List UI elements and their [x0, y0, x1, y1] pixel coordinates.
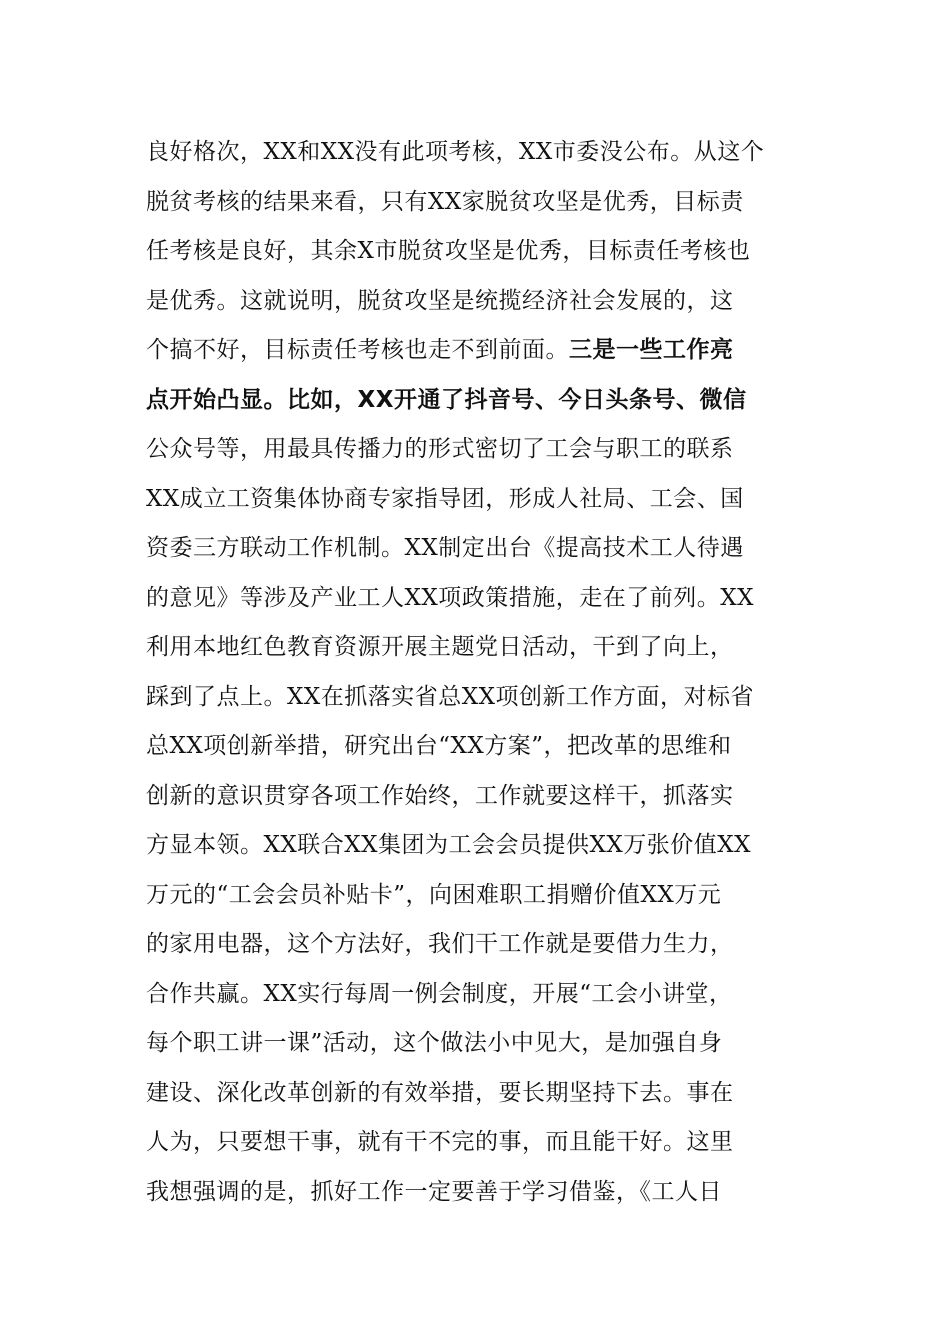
text-line-7: 公众号等，用最具传播力的形式密切了工会与职工的联系 [146, 436, 734, 462]
text-line-5-bold: 三是一些工作亮 [569, 337, 734, 363]
text-line-21: 人为，只要想干事，就有干不完的事，而且能干好。这里 [146, 1129, 734, 1155]
text-line-3: 任考核是良好，其余X市脱贫攻坚是优秀，目标责任考核也 [146, 238, 751, 264]
text-line-20: 建设、深化改革创新的有效举措，要长期坚持下去。事在 [146, 1079, 734, 1106]
text-line-1: 良好格次，XX和XX没有此项考核，XX市委没公布。从这个 [146, 139, 765, 165]
text-line-17: 的家用电器，这个方法好，我们干工作就是要借力生力， [146, 931, 734, 957]
text-line-5-plain: 个搞不好，目标责任考核也走不到前面。 [146, 337, 569, 363]
text-line-9: 资委三方联动工作机制。XX制定出台《提高技术工人待遇 [146, 535, 744, 561]
text-line-12: 踩到了点上。XX在抓落实省总XX项创新工作方面，对标省 [146, 683, 754, 710]
text-line-10: 的意见》等涉及产业工人XX项政策措施，走在了前列。XX [146, 584, 754, 611]
text-line-6 [146, 376, 810, 426]
body-text [146, 128, 810, 1217]
text-line-19: 每个职工讲一课”活动，这个做法小中见大，是加强自身 [146, 1030, 723, 1056]
text-line-5 [146, 326, 810, 376]
text-line-13: 总XX项创新举措，研究出台“XX方案”，把改革的思维和 [146, 733, 732, 759]
text-line-11: 利用本地红色教育资源开展主题党日活动，干到了向上， [146, 634, 734, 660]
text-line-22: 我想强调的是，抓好工作一定要善于学习借鉴，《工人日 [146, 1178, 722, 1205]
text-line-14: 创新的意识贯穿各项工作始终，工作就要这样干，抓落实 [146, 782, 734, 809]
text-line-6-bold: 点开始凸显。比如，XX开通了抖音号、今日头条号、微信 [146, 386, 747, 413]
text-line-15: 方显本领。XX联合XX集团为工会会员提供XX万张价值XX [146, 832, 751, 858]
text-line-18: 合作共赢。XX实行每周一例会制度，开展“工会小讲堂， [146, 980, 733, 1007]
text-line-16: 万元的“工会会员补贴卡”，向困难职工捐赠价值XX万元 [146, 881, 722, 908]
text-line-4: 是优秀。这就说明，脱贫攻坚是统揽经济社会发展的，这 [146, 287, 734, 314]
text-line-8: XX成立工资集体协商专家指导团，形成人社局、工会、国 [146, 485, 744, 512]
text-line-2: 脱贫考核的结果来看，只有XX家脱贫攻坚是优秀，目标责 [146, 188, 744, 215]
